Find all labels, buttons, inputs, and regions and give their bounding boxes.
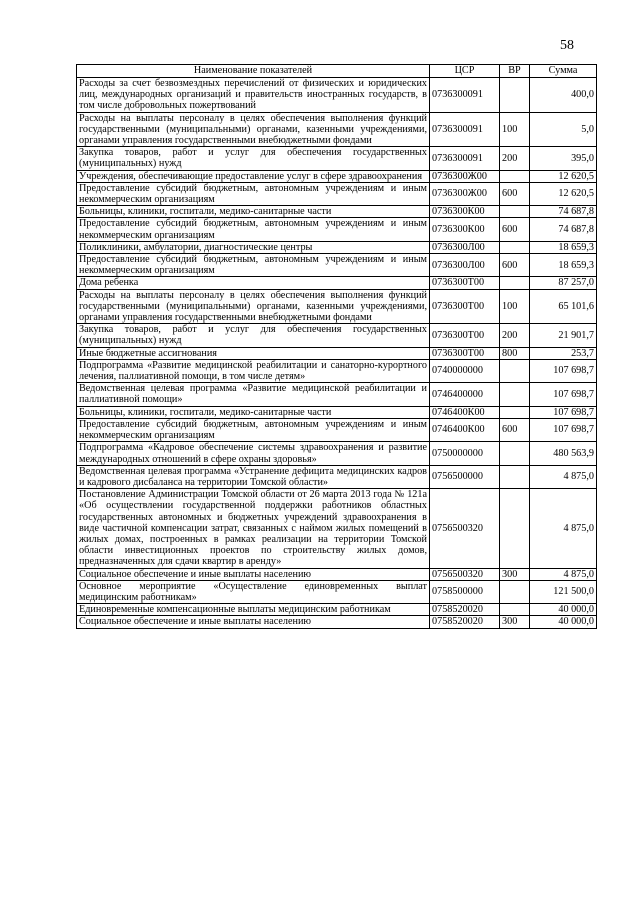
page-number: 58 [560, 38, 574, 53]
row-name-cell: Закупка товаров, работ и услуг для обеспечения государственных (муниципальных) нужд [77, 147, 430, 170]
row-name-cell: Иные бюджетные ассигнования [77, 347, 430, 359]
table-row [77, 147, 597, 170]
row-csr-cell: 0758500000 [430, 580, 500, 603]
row-name-cell: Ведомственная целевая программа «Развитие медицинской реабилитации и паллиативной помощи» [77, 383, 430, 406]
row-csr-cell: 0736300091 [430, 147, 500, 170]
row-sum-cell: 74 687,8 [530, 218, 597, 241]
row-sum-cell: 5,0 [530, 112, 597, 147]
row-csr-cell: 0736300К00 [430, 218, 500, 241]
row-sum-cell: 4 875,0 [530, 568, 597, 580]
row-vr-cell [500, 359, 530, 382]
row-csr-cell: 0746400000 [430, 383, 500, 406]
row-name-cell: Предоставление субсидий бюджетным, автономным учреждениям и иным некоммерческим организациям [77, 254, 430, 277]
table-row [77, 568, 597, 580]
row-sum-cell: 12 620,5 [530, 182, 597, 205]
table-row [77, 241, 597, 253]
table-row [77, 383, 597, 406]
row-sum-cell: 87 257,0 [530, 277, 597, 289]
row-sum-cell: 18 659,3 [530, 241, 597, 253]
row-sum-cell: 395,0 [530, 147, 597, 170]
row-csr-cell: 0758520020 [430, 616, 500, 628]
row-vr-cell [500, 277, 530, 289]
table-row [77, 218, 597, 241]
row-sum-cell: 74 687,8 [530, 206, 597, 218]
table-body [77, 78, 597, 629]
row-name-cell: Основное мероприятие «Осуществление единовременных выплат медицинским работникам» [77, 580, 430, 603]
row-name-cell: Расходы на выплаты персоналу в целях обеспечения выполнения функций государственными (муниципальными) органами, казенными учреждениями, органами управления государственными внебюджетными фондами [77, 112, 430, 147]
row-csr-cell: 0736300Т00 [430, 277, 500, 289]
table-row [77, 580, 597, 603]
row-vr-cell [500, 170, 530, 182]
row-name-cell: Социальное обеспечение и иные выплаты населению [77, 568, 430, 580]
row-name-cell: Дома ребенка [77, 277, 430, 289]
table-row [77, 170, 597, 182]
header-csr: ЦСР [430, 65, 500, 78]
table-row [77, 324, 597, 347]
table-row [77, 406, 597, 418]
row-sum-cell: 4 875,0 [530, 465, 597, 488]
row-sum-cell: 107 698,7 [530, 359, 597, 382]
row-vr-cell [500, 206, 530, 218]
table-row [77, 206, 597, 218]
row-sum-cell: 4 875,0 [530, 489, 597, 568]
row-vr-cell [500, 383, 530, 406]
row-vr-cell: 600 [500, 418, 530, 441]
header-name: Наименование показателей [77, 65, 430, 78]
row-name-cell: Больницы, клиники, госпитали, медико-санитарные части [77, 406, 430, 418]
row-csr-cell: 0758520020 [430, 604, 500, 616]
row-sum-cell: 40 000,0 [530, 616, 597, 628]
row-name-cell: Подпрограмма «Кадровое обеспечение системы здравоохранения и развитие международных отношений в сфере охраны здоровья» [77, 442, 430, 465]
table-row [77, 78, 597, 113]
row-csr-cell: 0750000000 [430, 442, 500, 465]
row-name-cell: Больницы, клиники, госпитали, медико-санитарные части [77, 206, 430, 218]
row-vr-cell [500, 604, 530, 616]
row-vr-cell: 300 [500, 616, 530, 628]
row-sum-cell: 107 698,7 [530, 418, 597, 441]
row-vr-cell [500, 489, 530, 568]
row-sum-cell: 107 698,7 [530, 383, 597, 406]
row-vr-cell: 200 [500, 324, 530, 347]
row-vr-cell: 800 [500, 347, 530, 359]
row-name-cell: Предоставление субсидий бюджетным, автономным учреждениям и иным некоммерческим организациям [77, 182, 430, 205]
row-vr-cell: 100 [500, 112, 530, 147]
row-vr-cell [500, 241, 530, 253]
row-name-cell: Социальное обеспечение и иные выплаты населению [77, 616, 430, 628]
row-csr-cell: 0746400К00 [430, 418, 500, 441]
row-csr-cell: 0736300Л00 [430, 254, 500, 277]
table-header [77, 65, 597, 78]
row-csr-cell: 0736300Ж00 [430, 182, 500, 205]
table-row [77, 604, 597, 616]
row-vr-cell: 100 [500, 289, 530, 324]
table-row [77, 277, 597, 289]
row-sum-cell: 121 500,0 [530, 580, 597, 603]
row-vr-cell [500, 465, 530, 488]
row-name-cell: Учреждения, обеспечивающие предоставление услуг в сфере здравоохранения [77, 170, 430, 182]
row-sum-cell: 253,7 [530, 347, 597, 359]
header-vr: ВР [500, 65, 530, 78]
row-sum-cell: 107 698,7 [530, 406, 597, 418]
row-vr-cell [500, 406, 530, 418]
table-row [77, 489, 597, 568]
row-name-cell: Закупка товаров, работ и услуг для обеспечения государственных (муниципальных) нужд [77, 324, 430, 347]
table-row [77, 442, 597, 465]
row-vr-cell: 200 [500, 147, 530, 170]
row-csr-cell: 0736300Л00 [430, 241, 500, 253]
row-csr-cell: 0756500320 [430, 568, 500, 580]
table-row [77, 182, 597, 205]
row-sum-cell: 40 000,0 [530, 604, 597, 616]
row-name-cell: Поликлиники, амбулатории, диагностические центры [77, 241, 430, 253]
row-csr-cell: 0736300091 [430, 78, 500, 113]
table-row [77, 289, 597, 324]
row-csr-cell: 0736300Т00 [430, 347, 500, 359]
table-row [77, 347, 597, 359]
row-csr-cell: 0736300К00 [430, 206, 500, 218]
row-vr-cell [500, 442, 530, 465]
header-sum: Сумма [530, 65, 597, 78]
row-csr-cell: 0736300091 [430, 112, 500, 147]
row-sum-cell: 21 901,7 [530, 324, 597, 347]
row-name-cell: Расходы на выплаты персоналу в целях обеспечения выполнения функций государственными (муниципальными) органами, казенными учреждениями, органами управления государственными внебюджетными фондами [77, 289, 430, 324]
table-row [77, 359, 597, 382]
row-csr-cell: 0746400К00 [430, 406, 500, 418]
row-vr-cell: 600 [500, 182, 530, 205]
row-name-cell: Постановление Администрации Томской области от 26 марта 2013 года № 121а «Об осуществлении государственной поддержки работников областных государственных автономных и бюджетных учреждений здравоохранения в виде частичной компенсации затрат, связанных с наймом жилых помещений в жилых домах, построенных в рамках реализации на территории Томской области инвестиционных проектов по строительству жилых домов, предназначенных для сдачи квартир в аренду» [77, 489, 430, 568]
row-vr-cell: 300 [500, 568, 530, 580]
row-sum-cell: 65 101,6 [530, 289, 597, 324]
row-name-cell: Единовременные компенсационные выплаты медицинским работникам [77, 604, 430, 616]
row-name-cell: Ведомственная целевая программа «Устранение дефицита медицинских кадров и кадрового дисбаланса на территории Томской области» [77, 465, 430, 488]
table-row [77, 418, 597, 441]
table-row [77, 616, 597, 628]
row-vr-cell: 600 [500, 254, 530, 277]
row-name-cell: Предоставление субсидий бюджетным, автономным учреждениям и иным некоммерческим организациям [77, 218, 430, 241]
table-row [77, 465, 597, 488]
header-row [77, 65, 597, 78]
row-sum-cell: 12 620,5 [530, 170, 597, 182]
row-name-cell: Предоставление субсидий бюджетным, автономным учреждениям и иным некоммерческим организациям [77, 418, 430, 441]
row-sum-cell: 18 659,3 [530, 254, 597, 277]
row-csr-cell: 0756500000 [430, 465, 500, 488]
table-row [77, 112, 597, 147]
row-name-cell: Расходы за счет безвозмездных перечислений от физических и юридических лиц, международных организаций и правительств иностранных государств, в том числе добровольных пожертвований [77, 78, 430, 113]
row-vr-cell [500, 580, 530, 603]
row-vr-cell [500, 78, 530, 113]
row-sum-cell: 400,0 [530, 78, 597, 113]
row-name-cell: Подпрограмма «Развитие медицинской реабилитации и санаторно-курортного лечения, паллиативной помощи, в том числе детям» [77, 359, 430, 382]
row-sum-cell: 480 563,9 [530, 442, 597, 465]
row-csr-cell: 0736300Т00 [430, 324, 500, 347]
row-csr-cell: 0736300Т00 [430, 289, 500, 324]
row-csr-cell: 0740000000 [430, 359, 500, 382]
row-csr-cell: 0736300Ж00 [430, 170, 500, 182]
table-row [77, 254, 597, 277]
row-csr-cell: 0756500320 [430, 489, 500, 568]
row-vr-cell: 600 [500, 218, 530, 241]
budget-table [76, 64, 597, 629]
